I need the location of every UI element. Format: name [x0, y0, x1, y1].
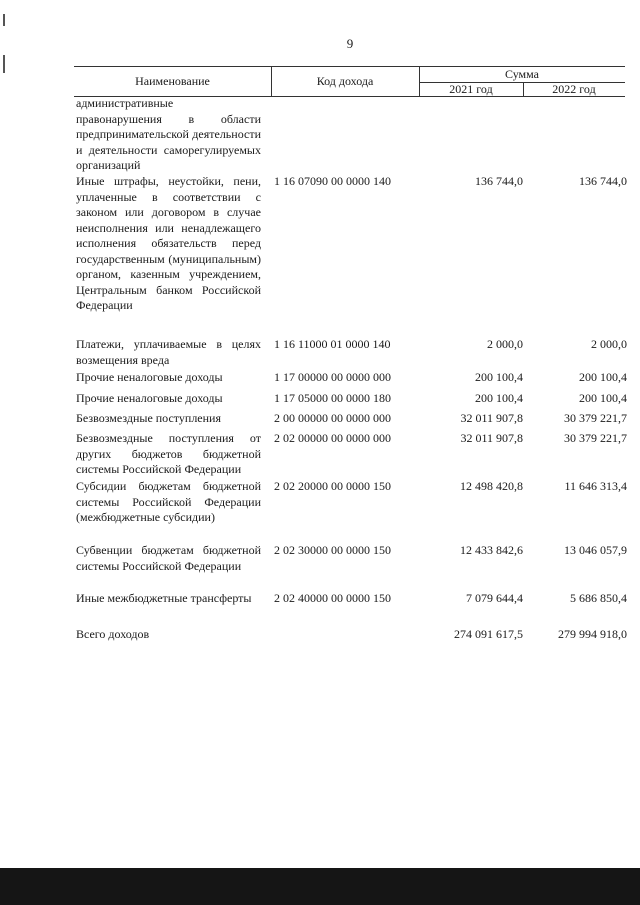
row-code: 1 16 07090 00 0000 140 [274, 174, 391, 188]
row-name: Субсидии бюджетам бюджетной системы Российской Федерации (межбюджетные субсидии) [76, 479, 261, 524]
row-value-2022: 11 646 313,4 [564, 479, 627, 493]
row-value-2021: 2 000,0 [487, 337, 523, 351]
row-value-2022: 200 100,4 [579, 370, 627, 384]
table-header [74, 66, 625, 97]
row-name: Безвозмездные поступления [76, 411, 221, 425]
row-code: 1 17 05000 00 0000 180 [274, 391, 391, 405]
row-value-2021: 136 744,0 [475, 174, 523, 188]
header-name: Наименование [74, 67, 272, 96]
row-name: Безвозмездные поступления от других бюджетов бюджетной системы Российской Федерации [76, 431, 261, 476]
row-value-2022: 13 046 057,9 [564, 543, 627, 557]
row-value-2021: 274 091 617,5 [454, 627, 523, 641]
row-value-2021: 12 498 420,8 [460, 479, 523, 493]
page-number: 9 [346, 36, 354, 51]
row-value-2021: 12 433 842,6 [460, 543, 523, 557]
row-value-2022: 30 379 221,7 [564, 411, 627, 425]
row-code: 1 17 00000 00 0000 000 [274, 370, 391, 384]
row-code: 2 02 30000 00 0000 150 [274, 543, 391, 557]
header-year-2021: 2021 год [419, 82, 524, 96]
row-name: Всего доходов [76, 627, 150, 641]
scan-mark-middle [3, 55, 5, 73]
row-name: Субвенции бюджетам бюджетной системы Российской Федерации [76, 543, 261, 573]
row-value-2022: 30 379 221,7 [564, 431, 627, 445]
row-name: Иные межбюджетные трансферты [76, 591, 252, 605]
header-year-2022: 2022 год [552, 82, 596, 96]
row-value-2021: 32 011 907,8 [460, 411, 523, 425]
row-value-2021: 200 100,4 [475, 391, 523, 405]
header-sum: Сумма [419, 67, 625, 83]
row-value-2022: 136 744,0 [579, 174, 627, 188]
scan-mark-top [3, 14, 5, 26]
row-code: 2 02 20000 00 0000 150 [274, 479, 391, 493]
row-value-2022: 200 100,4 [579, 391, 627, 405]
row-value-2022: 2 000,0 [591, 337, 627, 351]
header-code: Код дохода [271, 67, 420, 96]
row-value-2022: 5 686 850,4 [570, 591, 627, 605]
scan-bottom-edge [0, 868, 640, 905]
row-name: Прочие неналоговые доходы [76, 370, 223, 384]
row-value-2021: 7 079 644,4 [466, 591, 523, 605]
row-name: Платежи, уплачиваемые в целях возмещения вреда [76, 337, 261, 367]
row-value-2021: 32 011 907,8 [460, 431, 523, 445]
row-value-2022: 279 994 918,0 [558, 627, 627, 641]
row-name: административные правонарушения в области предпринимательской деятельности и деятельности саморегулируемых организаций [76, 96, 261, 172]
row-code: 2 02 40000 00 0000 150 [274, 591, 391, 605]
row-name: Прочие неналоговые доходы [76, 391, 223, 405]
row-name: Иные штрафы, неустойки, пени, уплаченные в соответствии с законом или договором в случае неисполнения или ненадлежащего исполнения обязательств перед государственным (муниципальным) органом, казенным учреждением, Центральным банком Российской Федерации [76, 174, 261, 312]
row-code: 2 00 00000 00 0000 000 [274, 411, 391, 425]
row-code: 2 02 00000 00 0000 000 [274, 431, 391, 445]
row-value-2021: 200 100,4 [475, 370, 523, 384]
row-code: 1 16 11000 01 0000 140 [274, 337, 391, 351]
